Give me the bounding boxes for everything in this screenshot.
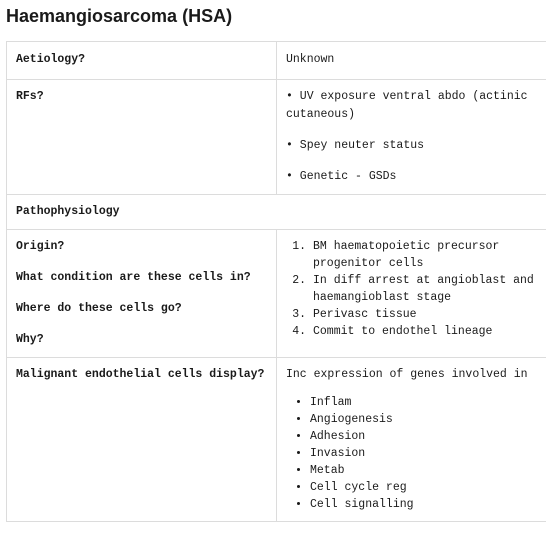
- list-item: • Genetic - GSDs: [286, 170, 397, 183]
- question-condition: What condition are these cells in?: [16, 271, 251, 284]
- list-item: • Inflam: [310, 394, 537, 411]
- question-why: Why?: [16, 333, 44, 346]
- answer-cell: [277, 230, 546, 358]
- answer-cell: [277, 42, 546, 80]
- malignant-intro: Inc expression of genes involved in: [286, 368, 528, 381]
- table-row-malignant: [7, 358, 546, 522]
- list-item: 3. Perivasc tissue: [313, 306, 537, 323]
- question-rfs: RFs?: [16, 90, 44, 103]
- question-malignant: Malignant endothelial cells display?: [16, 368, 265, 381]
- risk-factor-list: [286, 88, 537, 186]
- question-aetiology: Aetiology?: [16, 53, 86, 66]
- list-item: • UV exposure ventral abdo (actinic cutaneous): [286, 90, 528, 121]
- answer-aetiology: Unknown: [286, 53, 335, 66]
- question-cell: [7, 42, 277, 80]
- section-row-pathophysiology: [7, 195, 546, 230]
- question-origin: Origin?: [16, 240, 65, 253]
- table-row-origin: [7, 230, 546, 358]
- table-row-aetiology: [7, 42, 546, 80]
- section-heading: Pathophysiology: [7, 195, 546, 230]
- list-item: • Adhesion: [310, 428, 537, 445]
- list-item: • Spey neuter status: [286, 139, 425, 152]
- list-item: • Angiogenesis: [310, 411, 537, 428]
- list-item: 4. Commit to endothel lineage: [313, 323, 537, 340]
- gene-expression-list: [286, 394, 537, 513]
- page-title: Haemangiosarcoma (HSA): [6, 6, 233, 26]
- question-cell: [7, 230, 277, 358]
- pathophysiology-answer-list: [286, 238, 537, 340]
- answer-cell: [277, 80, 546, 195]
- list-item: 2. In diff arrest at angioblast and haemangioblast stage: [313, 272, 537, 306]
- list-item: • Invasion: [310, 445, 537, 462]
- table-row-rfs: [7, 80, 546, 195]
- answer-cell: [277, 358, 546, 522]
- question-destination: Where do these cells go?: [16, 302, 182, 315]
- list-item: • Cell signalling: [310, 496, 537, 513]
- list-item: • Metab: [310, 462, 537, 479]
- question-cell: [7, 80, 277, 195]
- list-item: 1. BM haematopoietic precursor progenitor cells: [313, 238, 537, 272]
- question-cell: [7, 358, 277, 522]
- list-item: • Cell cycle reg: [310, 479, 537, 496]
- notes-table: [6, 41, 546, 522]
